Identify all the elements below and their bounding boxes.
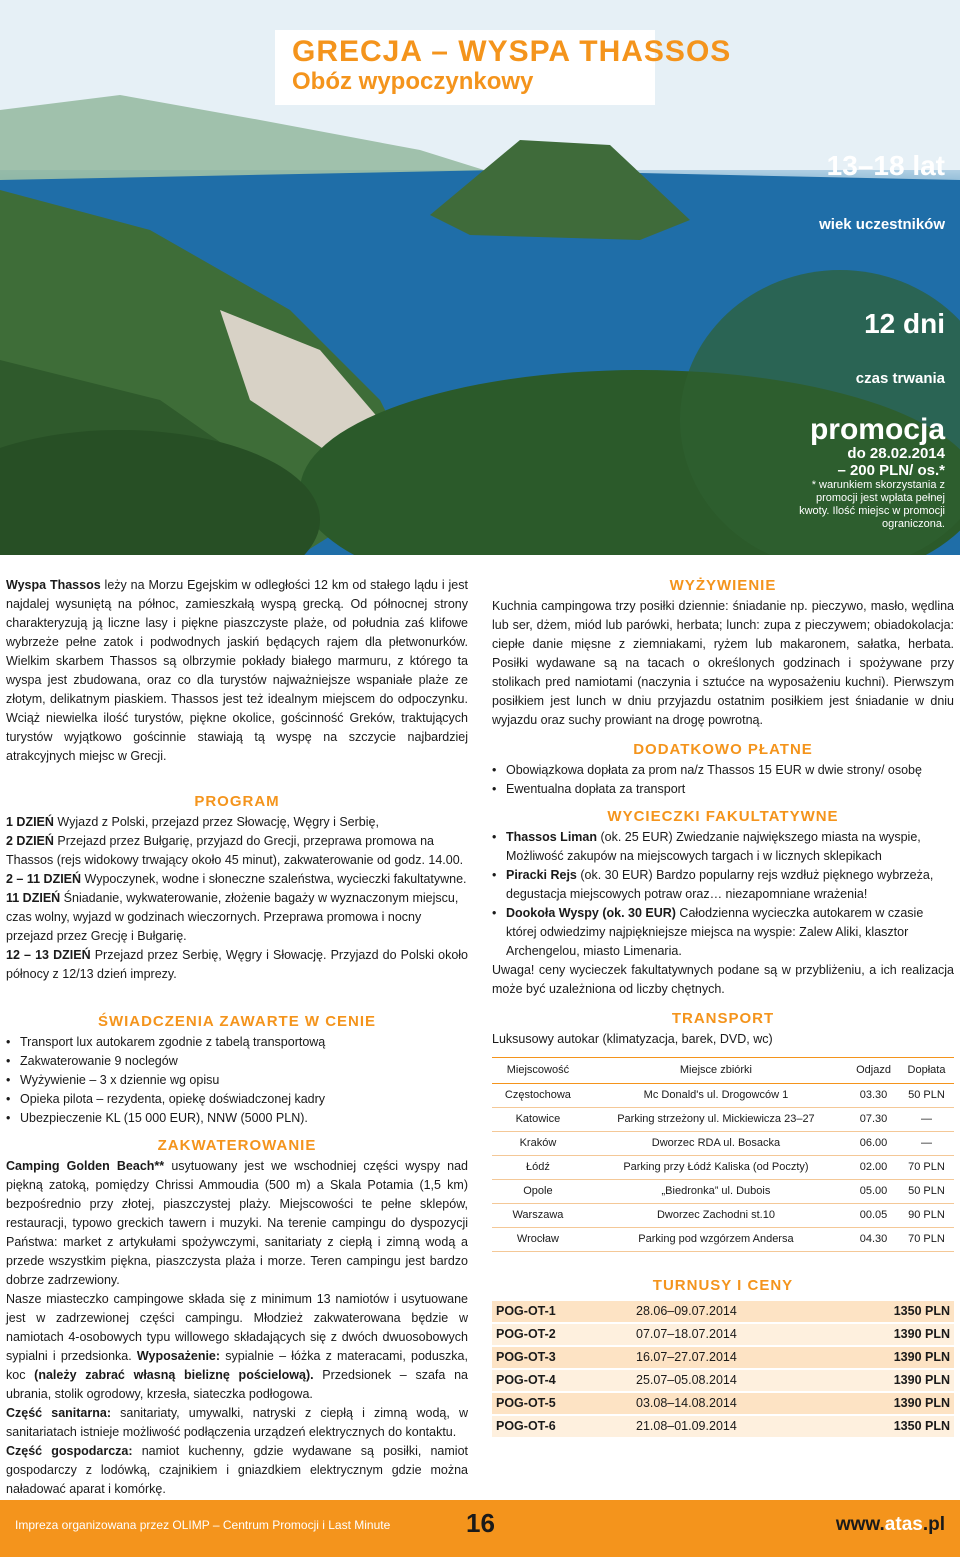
table-cell: 90 PLN: [899, 1204, 954, 1228]
program-day: [6, 813, 468, 832]
duration-label: czas trwania: [855, 370, 945, 387]
website-brand: atas: [884, 1514, 923, 1535]
table-row: [492, 1156, 954, 1180]
turnus-dates: 28.06–09.07.2014: [632, 1301, 834, 1323]
table-cell: Warszawa: [492, 1204, 584, 1228]
list-item: • Zakwaterowanie 9 noclegów: [6, 1052, 468, 1071]
turnus-code: POG-OT-1: [492, 1301, 632, 1323]
organizer-text: Impreza organizowana przez OLIMP – Centrum Promocji i Last Minute: [15, 1518, 391, 1532]
left-column: [6, 576, 468, 1499]
transport-table: [492, 1057, 954, 1252]
turnus-price: 1390 PLN: [834, 1323, 954, 1346]
table-row: [492, 1323, 954, 1346]
list-item: • Ubezpieczenie KL (15 000 EUR), NNW (5000 PLN).: [6, 1109, 468, 1128]
turnus-price: 1350 PLN: [834, 1301, 954, 1323]
list-item: [492, 828, 954, 866]
table-cell: 50 PLN: [899, 1180, 954, 1204]
intro-paragraph: [6, 576, 468, 766]
equipment-text-2: Przedsionek – szafa na ubrania, stolik ogrodowy, krzesła, siateczka podłogowa.: [6, 1368, 468, 1401]
promo-date: do 28.02.2014: [847, 445, 945, 462]
turnus-dates: 03.08–14.08.2014: [632, 1392, 834, 1415]
list-item: • Obowiązkowa dopłata za prom na/z Thassos 15 EUR w dwie strony/ osobę: [492, 761, 954, 780]
table-cell: —: [899, 1132, 954, 1156]
sanitary-label: Część sanitarna:: [6, 1406, 111, 1420]
turnus-price: 1390 PLN: [834, 1392, 954, 1415]
kitchen-paragraph: [6, 1442, 468, 1499]
table-cell: 02.00: [848, 1156, 899, 1180]
table-cell: Opole: [492, 1180, 584, 1204]
program-day: [6, 870, 468, 889]
intro-lead: Wyspa Thassos: [6, 578, 101, 592]
table-cell: 50 PLN: [899, 1084, 954, 1108]
program-list: [6, 813, 468, 984]
promo-amount: – 200 PLN/ os.*: [837, 462, 945, 479]
table-cell: 04.30: [848, 1228, 899, 1252]
table-row: [492, 1084, 954, 1108]
table-cell: 70 PLN: [899, 1156, 954, 1180]
table-cell: Parking pod wzgórzem Andersa: [584, 1228, 848, 1252]
trips-heading: WYCIECZKI FAKULTATYWNE: [607, 808, 839, 825]
table-cell: —: [899, 1108, 954, 1132]
table-row: [492, 1301, 954, 1323]
promo-badge: [795, 415, 945, 531]
accommodation-paragraph: [6, 1157, 468, 1290]
column-header: Miejscowość: [492, 1058, 584, 1084]
transport-intro: Luksusowy autokar (klimatyzacja, barek, DVD, wc): [492, 1032, 773, 1046]
intro-text: leży na Morzu Egejskim w odległości 12 km od stałego lądu i jest najdalej wysuniętą na północ, zamieszkałą wyspą grecką. Od północnej strony charakteryzują ją liczne lasy i piękne piaszczyste plaże, od południa zaś klifowe wybrzeże pełne zatok i podwodnych jaskiń będących rajem dla płetwonurków. Wielkim skarbem Thassos są olbrzymie pokłady białego marmuru, z którego ta wyspa jest zbudowana, oraz co dla turystów najważniejsze wspaniałe plaże ze złotym, delikatnym piaskiem. Thassos jest też idealnym miejscem do odpoczynku. Wciąż niewielka ilość turystów, piękne okolice, gościnność Greków, traktujących turystów wyjątkowo gościnnie stawiają tą wyspę na szczycie najbardziej atrakcyjnych miejsc w Grecji.: [6, 578, 468, 763]
table-cell: 03.30: [848, 1084, 899, 1108]
program-day-text: Śniadanie, wykwaterowanie, złożenie bagaży w wyznaczonym miejscu, czas wolny, wyjazd w godzinach wieczornych. Przeprawa promowa i nocny przejazd przez Grecję i Bułgarię.: [6, 891, 459, 943]
turnus-code: POG-OT-6: [492, 1415, 632, 1438]
hero-photo: [0, 0, 960, 555]
turnus-price: 1350 PLN: [834, 1415, 954, 1438]
turnus-dates: 07.07–18.07.2014: [632, 1323, 834, 1346]
turnus-code: POG-OT-2: [492, 1323, 632, 1346]
included-list: [6, 1033, 468, 1128]
list-item: • Ewentualna dopłata za transport: [492, 780, 954, 799]
page-title: GRECJA – WYSPA THASSOS: [292, 35, 732, 68]
program-day-text: Przejazd przez Serbię, Węgry i Słowację. Przyjazd do Polski około północy z 12/13 dzień imprezy.: [6, 948, 468, 981]
equipment-label: Wyposażenie:: [136, 1349, 221, 1363]
meals-heading: WYŻYWIENIE: [669, 577, 777, 594]
list-item: [492, 904, 954, 961]
sanitary-paragraph: [6, 1404, 468, 1442]
column-header: Miejsce zbiórki: [584, 1058, 848, 1084]
turnus-code: POG-OT-3: [492, 1346, 632, 1369]
program-day: [6, 832, 468, 870]
website-suffix: .pl: [922, 1514, 945, 1535]
table-cell: Katowice: [492, 1108, 584, 1132]
trip-text: (ok. 30 EUR) Bardzo popularny rejs wzdłuż pięknego wybrzeża, degustacja miejscowych potraw oraz… niezapomniane wrażenia!: [506, 868, 934, 901]
table-row: [492, 1132, 954, 1156]
trip-name: Piracki Rejs: [506, 868, 577, 882]
trip-text: (ok. 25 EUR) Zwiedzanie największego miasta na wyspie, Możliwość zakupów na miejscowych targach i w licznych sklepikach: [506, 830, 921, 863]
program-day: [6, 889, 468, 946]
table-cell: Dworzec RDA ul. Bosacka: [584, 1132, 848, 1156]
trip-text: Całodzienna wycieczka autokarem w czasie której odwiedzimy najpiękniejsze miejsca na wyspie: Zalew Aliki, klasztor Archengelou, miasto Limenaria.: [506, 906, 924, 958]
age-value: 13–18 lat: [826, 150, 945, 181]
extra-heading: DODATKOWO PŁATNE: [633, 741, 813, 758]
page-number: 16: [466, 1508, 495, 1538]
transport-heading: TRANSPORT: [671, 1010, 775, 1027]
program-day-label: 2 – 11 DZIEŃ: [6, 872, 82, 886]
duration-badge: [795, 308, 945, 387]
program-day-label: 11 DZIEŃ: [6, 891, 61, 905]
turnus-dates: 16.07–27.07.2014: [632, 1346, 834, 1369]
table-cell: 07.30: [848, 1108, 899, 1132]
table-cell: Wrocław: [492, 1228, 584, 1252]
table-cell: Łódź: [492, 1156, 584, 1180]
table-header-row: [492, 1058, 954, 1084]
accommodation-heading: ZAKWATEROWANIE: [157, 1137, 317, 1154]
table-cell: Częstochowa: [492, 1084, 584, 1108]
included-heading: ŚWIADCZENIA ZAWARTE W CENIE: [97, 1013, 377, 1030]
turnus-dates: 21.08–01.09.2014: [632, 1415, 834, 1438]
program-day-text: Wyjazd z Polski, przejazd przez Słowację, Węgry i Serbię,: [53, 815, 379, 829]
tents-text: Nasze miasteczko campingowe składa się z minimum 13 namiotów i usytuowane jest w zadrzewionej części campingu. Młodzież zakwaterowana będzie w namiotach 4-osobowych typu willowego składających się z dwóch dwuosobowych sypialni i przedsionka.: [6, 1292, 468, 1363]
program-day-label: 1 DZIEŃ: [6, 815, 54, 829]
table-row: [492, 1369, 954, 1392]
equipment-note: (należy zabrać własną bieliznę pościelową).: [34, 1368, 314, 1382]
list-item: • Opieka pilota – rezydenta, opiekę doświadczonej kadry: [6, 1090, 468, 1109]
duration-value: 12 dni: [864, 308, 945, 339]
program-day-label: 2 DZIEŃ: [6, 834, 54, 848]
table-cell: „Biedronka” ul. Dubois: [584, 1180, 848, 1204]
turnus-price: 1390 PLN: [834, 1346, 954, 1369]
table-row: [492, 1180, 954, 1204]
table-row: [492, 1204, 954, 1228]
accommodation-text: usytuowany jest we wschodniej części wyspy nad piękną zatoką, pomiędzy Chrissi Ammoudia (500 m) a Skala Potamia (1,5 km) bezpośrednio przy złotej, piaszczystej plaży. Miejscowości te pełne sklepów, restauracji, typowo greckich tawern i muzyki. Na terenie campingu do dyspozycji Państwa: market z artykułami spożywczymi, sanitariaty z ciepłą i zimną wodą a przede wszystkim piękna, piaszczysta plaża i morze. Teren campingu jest bardzo dobrze zadrzewiony.: [6, 1159, 468, 1287]
trip-name: Dookoła Wyspy (ok. 30 EUR): [506, 906, 676, 920]
program-day-text: Wypoczynek, wodne i słoneczne szaleństwa, wycieczki fakultatywne.: [81, 872, 467, 886]
website-link[interactable]: [836, 1514, 945, 1536]
equipment-text: sypialnie – łóżka z materacami, poduszka, koc: [6, 1349, 468, 1382]
turnus-price: 1390 PLN: [834, 1369, 954, 1392]
list-item: [492, 866, 954, 904]
page-subtitle: Obóz wypoczynkowy: [292, 68, 534, 95]
trips-note: Uwaga! ceny wycieczek fakultatywnych podane są w przybliżeniu, a ich realizacja może być uzależniona od liczby chętnych.: [492, 963, 954, 996]
table-row: [492, 1415, 954, 1438]
column-header: Dopłata: [899, 1058, 954, 1084]
table-row: [492, 1346, 954, 1369]
table-cell: 06.00: [848, 1132, 899, 1156]
camp-name: Camping Golden Beach**: [6, 1159, 165, 1173]
table-cell: 00.05: [848, 1204, 899, 1228]
table-cell: Parking strzeżony ul. Mickiewicza 23–27: [584, 1108, 848, 1132]
age-badge: [795, 150, 945, 233]
list-item: • Wyżywienie – 3 x dziennie wg opisu: [6, 1071, 468, 1090]
program-heading: PROGRAM: [194, 793, 280, 810]
table-cell: Dworzec Zachodni st.10: [584, 1204, 848, 1228]
turnus-dates: 25.07–05.08.2014: [632, 1369, 834, 1392]
program-day-label: 12 – 13 DZIEŃ: [6, 948, 91, 962]
turnusy-table: [492, 1301, 954, 1439]
turnusy-heading: TURNUSY I CENY: [652, 1277, 794, 1294]
trips-list: [492, 828, 954, 961]
turnus-code: POG-OT-4: [492, 1369, 632, 1392]
footer-bar: [0, 1500, 960, 1557]
program-day-text: Przejazd przez Bułgarię, przyjazd do Grecji, przeprawa promowa na Thassos (rejs widokowy trwający około 45 minut), zakwaterowanie od godz. 14.00.: [6, 834, 464, 867]
list-item: • Transport lux autokarem zgodnie z tabelą transportową: [6, 1033, 468, 1052]
right-column: [492, 576, 954, 1439]
table-cell: 70 PLN: [899, 1228, 954, 1252]
table-cell: Parking przy Łódź Kaliska (od Poczty): [584, 1156, 848, 1180]
table-row: [492, 1392, 954, 1415]
website-prefix: www.: [835, 1514, 885, 1535]
table-cell: Mc Donald's ul. Drogowców 1: [584, 1084, 848, 1108]
kitchen-text: namiot kuchenny, gdzie wydawane są posiłki, namiot gospodarczy z lodówką, czajnikiem i gniazdkiem elektrycznym gdzie można naładować aparat i komórkę.: [6, 1444, 468, 1496]
promo-title: promocja: [809, 413, 945, 446]
sanitary-text: sanitariaty, umywalki, natryski z ciepłą i zimną wodą, w sanitariatach istnieje możliwość podłączenia urządzeń elektrycznych do kontaktu.: [6, 1406, 468, 1439]
meals-text: Kuchnia campingowa trzy posiłki dziennie: śniadanie np. pieczywo, masło, wędlina lub ser, dżem, miód lub parówki, herbata; lunch: zupa z pieczywem; obiadokolacja: ciepłe danie mięsne z ziemniakami, ryżem lub makaronem, sałatka, herbata. Posiłki wydawane są na tacach o określonych godzinach i spożywane przy stolikach pred namiotami (naczynia i sztućce na wyposażeniu kuchni). Pierwszym posiłkiem jest lunch w dniu przyjazdu ostatnim posiłkiem jest śniadanie w dniu wyjazdu oraz suchy prowiant na drogę powrotną.: [492, 599, 954, 727]
table-cell: 05.00: [848, 1180, 899, 1204]
kitchen-label: Część gospodarcza:: [6, 1444, 133, 1458]
turnus-code: POG-OT-5: [492, 1392, 632, 1415]
extra-list: [492, 761, 954, 799]
table-row: [492, 1228, 954, 1252]
trip-name: Thassos Liman: [506, 830, 597, 844]
column-header: Odjazd: [848, 1058, 899, 1084]
program-day: [6, 946, 468, 984]
tents-paragraph: [6, 1290, 468, 1404]
age-label: wiek uczestników: [819, 216, 945, 233]
table-row: [492, 1108, 954, 1132]
promo-note: * warunkiem skorzystania z promocji jest wpłata pełnej kwoty. Ilość miejsc w promocji ograniczona.: [799, 479, 945, 530]
table-cell: Kraków: [492, 1132, 584, 1156]
